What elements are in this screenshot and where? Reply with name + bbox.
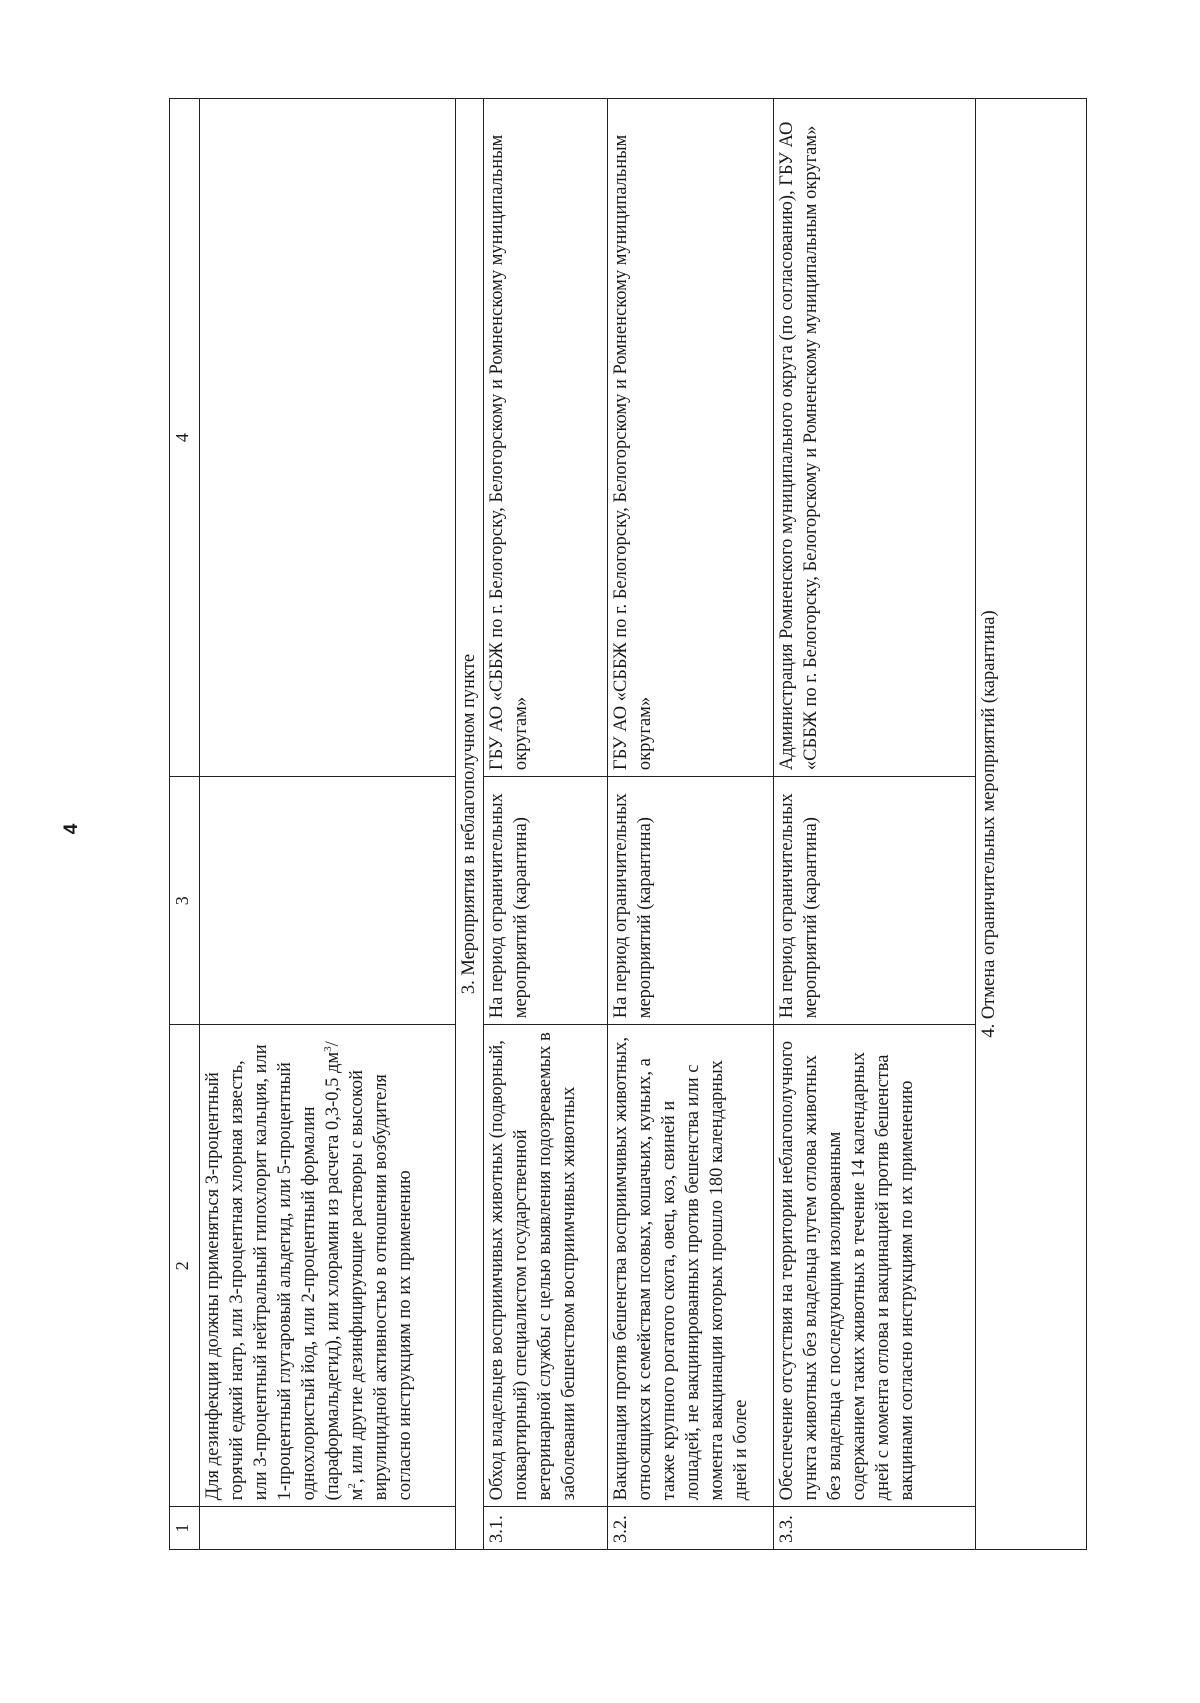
header-col-4: 4 <box>169 99 199 777</box>
responsible-text: ГБУ АО «СББЖ по г. Белогорску, Белогорскому и Ромненскому муниципальным округам» <box>483 99 607 777</box>
responsible-text: Администрация Ромненского муниципального округа (по согласованию), ГБУ АО «СББЖ по г. Белогорску, Белогорскому и Ромненскому муниципальным округам» <box>773 99 975 777</box>
table-row <box>607 99 773 1550</box>
term-text: На период ограничительных мероприятий (карантина) <box>483 777 607 1025</box>
table-row <box>483 99 607 1550</box>
page-number: 4 <box>61 823 82 835</box>
row-number-cell <box>199 1507 455 1550</box>
header-col-1: 1 <box>169 1507 199 1550</box>
section-row <box>455 99 483 1550</box>
section-4-title: 4. Отмена ограничительных мероприятий (карантина) <box>975 99 1086 1550</box>
row-number: 3.2. <box>607 1507 773 1550</box>
disinfection-text-cell: Для дезинфекции должны применяться 3-процентный горячий едкий натр, или 3-процентная хлорная известь, или 3-процентный нейтральный гипохлорит кальция, или 1-процентный глутаровый альдегид, или 5-процентный однохлористый йод, или 2-процентный формалин (параформальдегид), или хлорамин из расчета 0,3-0,5 $дм^3/м^2$, или другие дезинфицирующие растворы с высокой вирулицидной активностью в отношении возбудителя согласно инструкциям по их применению <box>199 1025 455 1507</box>
header-col-3: 3 <box>169 777 199 1025</box>
header-row <box>169 99 199 1550</box>
row-number: 3.3. <box>773 1507 975 1550</box>
section-3-title: 3. Мероприятия в неблагополучном пункте <box>455 99 483 1550</box>
term-text: На период ограничительных мероприятий (карантина) <box>773 777 975 1025</box>
table-row <box>773 99 975 1550</box>
section-row <box>975 99 1086 1550</box>
header-col-2: 2 <box>169 1025 199 1507</box>
table-row <box>199 99 455 1550</box>
row-number: 3.1. <box>483 1507 607 1550</box>
measures-table <box>169 98 1087 1550</box>
term-cell <box>199 777 455 1025</box>
term-text: На период ограничительных мероприятий (карантина) <box>607 777 773 1025</box>
measure-text: Обход владельцев восприимчивых животных (подворный, поквартирный) специалистом государственной ветеринарной службы с целью выявления подозреваемых в заболевании бешенством восприимчивых животных <box>483 1025 607 1507</box>
rotated-table-wrapper <box>169 98 1087 1550</box>
responsible-cell <box>199 99 455 777</box>
responsible-text: ГБУ АО «СББЖ по г. Белогорску, Белогорскому и Ромненскому муниципальным округам» <box>607 99 773 777</box>
measure-text: Обеспечение отсутствия на территории неблагополучного пункта животных без владельца путем отлова животных без владельца с последующим изолированным содержанием таких животных в течение 14 календарных дней с момента отлова и вакцинацией против бешенства вакцинами согласно инструкциям по их применению <box>773 1025 975 1507</box>
measure-text: Вакцинация против бешенства восприимчивых животных, относящихся к семействам псовых, кошачьих, куньих, а также крупного рогатого скота, овец, коз, свиней и лошадей, не вакцинированных против бешенства или с момента вакцинации которых прошло 180 календарных дней и более <box>607 1025 773 1507</box>
